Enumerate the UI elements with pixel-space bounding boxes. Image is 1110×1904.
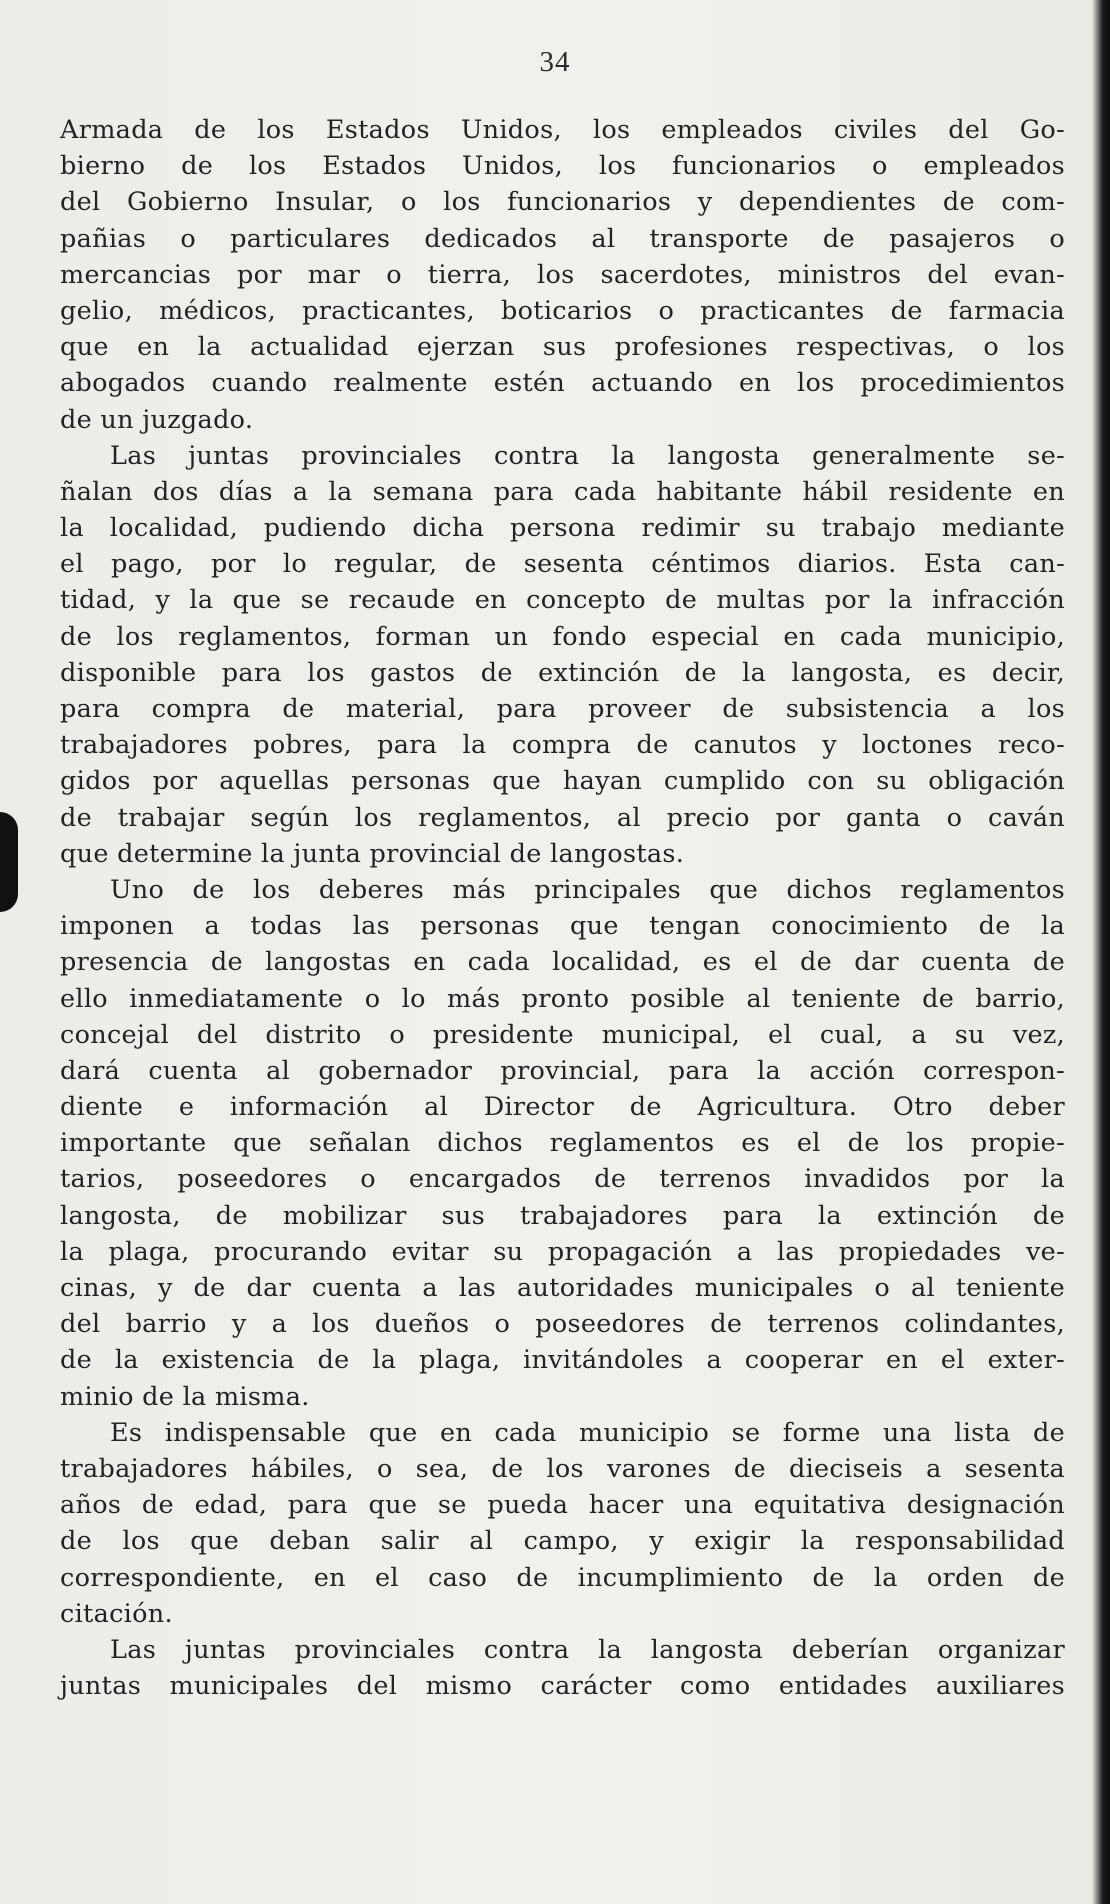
text-line: de trabajar según los reglamentos, al precio por ganta o caván xyxy=(60,802,1065,833)
text-line: mercancias por mar o tierra, los sacerdotes, ministros del evan- xyxy=(60,259,1065,290)
scan-artifact xyxy=(0,812,18,912)
text-line: Armada de los Estados Unidos, los empleados civiles del Go- xyxy=(60,115,1065,145)
text-line: del barrio y a los dueños o poseedores de terrenos colindantes, xyxy=(60,1309,1065,1340)
text-line: de los reglamentos, forman un fondo especial en cada municipio, xyxy=(60,621,1065,652)
text-line: minio de la misma. xyxy=(60,1381,310,1412)
text-line: disponible para los gastos de extinción de la langosta, es decir, xyxy=(60,657,1065,688)
text-line: gelio, médicos, practicantes, boticarios o practicantes de farmacia xyxy=(60,295,1065,326)
text-line: el pago, por lo regular, de sesenta céntimos diarios. Esta can- xyxy=(60,549,1065,580)
text-line: ñalan dos días a la semana para cada habitante hábil residente en xyxy=(60,476,1065,507)
text-line: de la existencia de la plaga, invitándoles a cooperar en el exter- xyxy=(60,1345,1065,1376)
text-line: langosta, de mobilizar sus trabajadores para la extinción de xyxy=(60,1200,1065,1231)
text-line: diente e información al Director de Agricultura. Otro deber xyxy=(60,1092,1065,1123)
text-line: abogados cuando realmente estén actuando en los procedimientos xyxy=(60,368,1065,399)
text-line: años de edad, para que se pueda hacer una equitativa designación xyxy=(60,1490,1065,1521)
text-line: para compra de material, para proveer de subsistencia a los xyxy=(60,694,1065,724)
text-line: tidad, y la que se recaude en concepto de multas por la infracción xyxy=(60,585,1065,616)
text-line: Es indispensable que en cada municipio se forme una lista de xyxy=(110,1417,1065,1448)
text-line: de un juzgado. xyxy=(60,404,254,435)
text-line: de los que deban salir al campo, y exigir la responsabilidad xyxy=(60,1526,1065,1557)
text-line: dará cuenta al gobernador provincial, para la acción correspon- xyxy=(60,1055,1065,1086)
text-line: la localidad, pudiendo dicha persona redimir su trabajo mediante xyxy=(60,513,1065,544)
text-line: trabajadores hábiles, o sea, de los varones de dieciseis a sesenta xyxy=(60,1453,1065,1484)
text-line: citación. xyxy=(60,1598,173,1629)
text-line: presencia de langostas en cada localidad, es el de dar cuenta de xyxy=(60,947,1065,978)
text-line: imponen a todas las personas que tengan conocimiento de la xyxy=(60,911,1065,942)
text-line: bierno de los Estados Unidos, los funcionarios o empleados xyxy=(60,151,1065,182)
text-line: correspondiente, en el caso de incumplimiento de la orden de xyxy=(60,1562,1065,1593)
text-line: trabajadores pobres, para la compra de canutos y loctones reco- xyxy=(60,730,1065,761)
text-line: juntas municipales del mismo carácter como entidades auxiliares xyxy=(60,1671,1065,1702)
scan-edge xyxy=(1092,0,1110,1904)
text-line: que determine la junta provincial de langostas. xyxy=(60,838,685,869)
text-line: ello inmediatamente o lo más pronto posible al teniente de barrio, xyxy=(60,983,1065,1014)
text-line: Las juntas provinciales contra la langosta generalmente se- xyxy=(110,440,1065,471)
text-line: tarios, poseedores o encargados de terrenos invadidos por la xyxy=(60,1164,1065,1195)
body-text xyxy=(60,112,1065,1704)
text-line: pañias o particulares dedicados al transporte de pasajeros o xyxy=(60,223,1065,254)
text-line: Uno de los deberes más principales que dichos reglamentos xyxy=(110,874,1065,905)
text-line: la plaga, procurando evitar su propagación a las propiedades ve- xyxy=(60,1236,1065,1267)
text-line: importante que señalan dichos reglamentos es el de los propie- xyxy=(60,1128,1065,1159)
text-line: gidos por aquellas personas que hayan cumplido con su obligación xyxy=(60,766,1065,797)
text-line: concejal del distrito o presidente municipal, el cual, a su vez, xyxy=(60,1019,1065,1050)
page-number: 34 xyxy=(539,46,571,78)
text-line: que en la actualidad ejerzan sus profesiones respectivas, o los xyxy=(60,332,1065,363)
text-line: del Gobierno Insular, o los funcionarios y dependientes de com- xyxy=(60,187,1065,218)
text-line: Las juntas provinciales contra la langosta deberían organizar xyxy=(110,1634,1065,1665)
text-line: cinas, y de dar cuenta a las autoridades municipales o al teniente xyxy=(60,1273,1065,1303)
